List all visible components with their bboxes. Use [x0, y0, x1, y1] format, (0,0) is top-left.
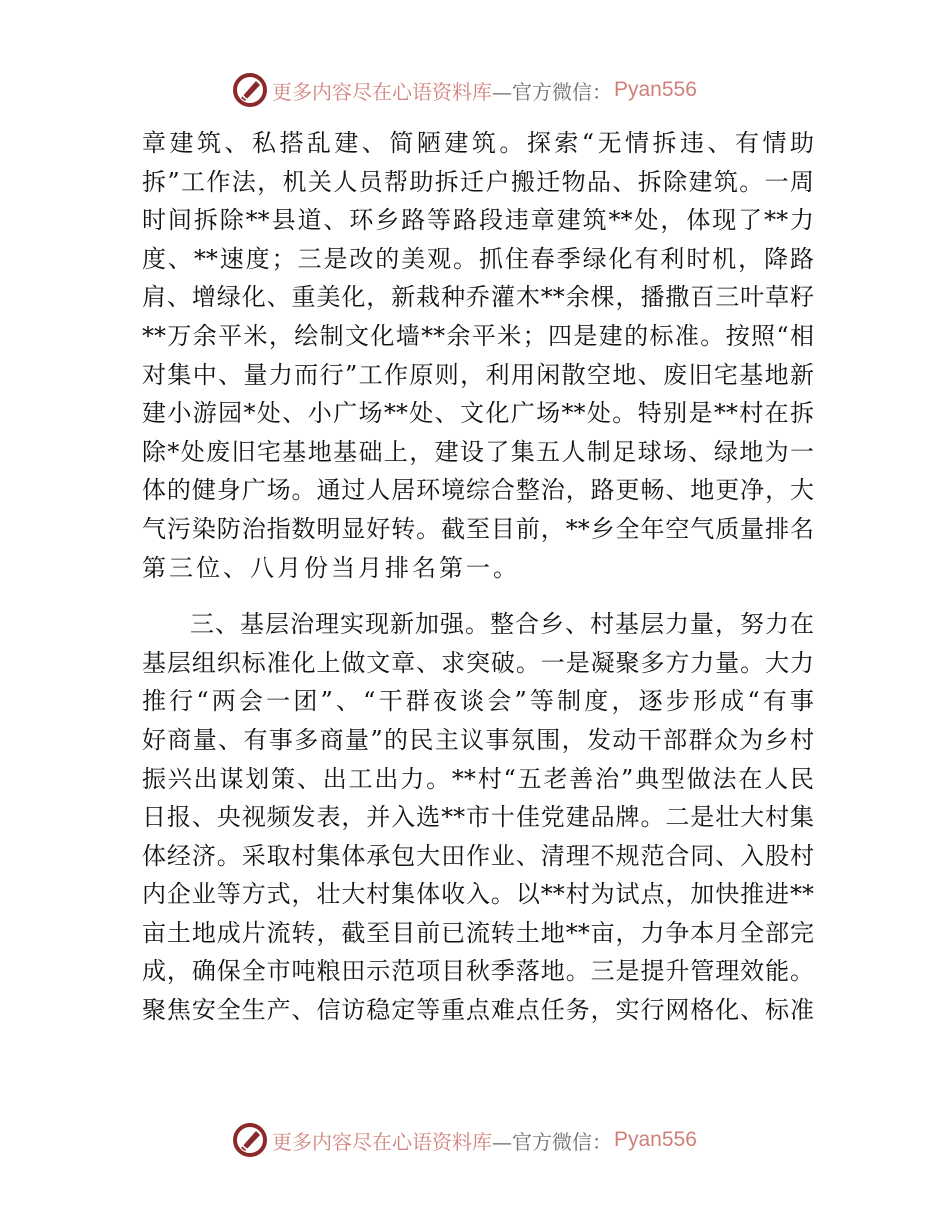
text-line: 好商量、有事多商量”的民主议事氛围，发动干部群众为乡村	[142, 725, 814, 754]
paragraph-spacing	[142, 587, 814, 605]
text-line: 第三位、八月份当月排名第一。	[142, 553, 520, 582]
text-line: 肩、增绿化、重美化，新栽种乔灌木**余棵，播撒百三叶草籽	[142, 283, 814, 312]
footer-banner-text: 更多内容尽在心语资料库	[272, 1129, 492, 1154]
text-line: 时间拆除**县道、环乡路等路段违章建筑**处，体现了**力	[142, 206, 814, 235]
text-line: 体的健身广场。通过人居环境综合整治，路更畅、地更净，大	[142, 476, 814, 505]
text-line: 度、**速度；三是改的美观。抓住春季绿化有利时机，降路	[142, 244, 814, 273]
quill-pen-logo-icon	[232, 1122, 268, 1158]
document-body	[142, 124, 814, 1030]
paragraph-2	[142, 605, 814, 1030]
header-banner-text: 更多内容尽在心语资料库	[272, 79, 492, 104]
header-watermark-banner	[232, 70, 697, 110]
header-banner-wechat-label: —官方微信：	[492, 79, 612, 104]
text-line: 建小游园*处、小广场**处、文化广场**处。特别是**村在拆	[142, 399, 814, 428]
text-line: 章建筑、私搭乱建、简陋建筑。探索“无情拆违、有情助	[142, 129, 814, 157]
text-line: 日报、央视频发表，并入选**市十佳党建品牌。二是壮大村集	[142, 803, 814, 832]
text-line: 体经济。采取村集体承包大田作业、清理不规范合同、入股村	[142, 841, 814, 870]
text-line: 内企业等方式，壮大村集体收入。以**村为试点，加快推进**	[142, 880, 814, 909]
text-line: 气污染防治指数明显好转。截至目前，**乡全年空气质量排名	[142, 514, 814, 543]
text-line: 基层组织标准化上做文章、求突破。一是凝聚多方力量。大力	[142, 648, 814, 677]
text-line: 三、基层治理实现新加强。整合乡、村基层力量，努力在	[190, 610, 814, 639]
text-line: 成，确保全市吨粮田示范项目秋季落地。三是提升管理效能。	[142, 957, 814, 986]
text-line: 聚焦安全生产、信访稳定等重点难点任务，实行网格化、标准	[142, 996, 814, 1025]
text-line: 对集中、量力而行”工作原则，利用闲散空地、废旧宅基地新	[142, 360, 814, 389]
text-line: 拆”工作法，机关人员帮助拆迁户搬迁物品、拆除建筑。一周	[142, 167, 814, 196]
footer-watermark-banner	[232, 1120, 697, 1160]
text-line: 推行“两会一团”、“干群夜谈会”等制度，逐步形成“有事	[142, 687, 814, 716]
text-line: 振兴出谋划策、出工出力。**村“五老善治”典型做法在人民	[142, 764, 814, 793]
text-line: **万余平米，绘制文化墙**余平米；四是建的标准。按照“相	[142, 321, 814, 350]
quill-pen-logo-icon	[232, 72, 268, 108]
text-line: 亩土地成片流转，截至目前已流转土地**亩，力争本月全部完	[142, 918, 814, 947]
footer-banner-wechat-id: Pyan556	[614, 1128, 697, 1151]
header-banner-wechat-id: Pyan556	[614, 78, 697, 101]
paragraph-1	[142, 124, 814, 587]
footer-banner-wechat-label: —官方微信：	[492, 1129, 612, 1154]
text-line: 除*处废旧宅基地基础上，建设了集五人制足球场、绿地为一	[142, 437, 814, 466]
